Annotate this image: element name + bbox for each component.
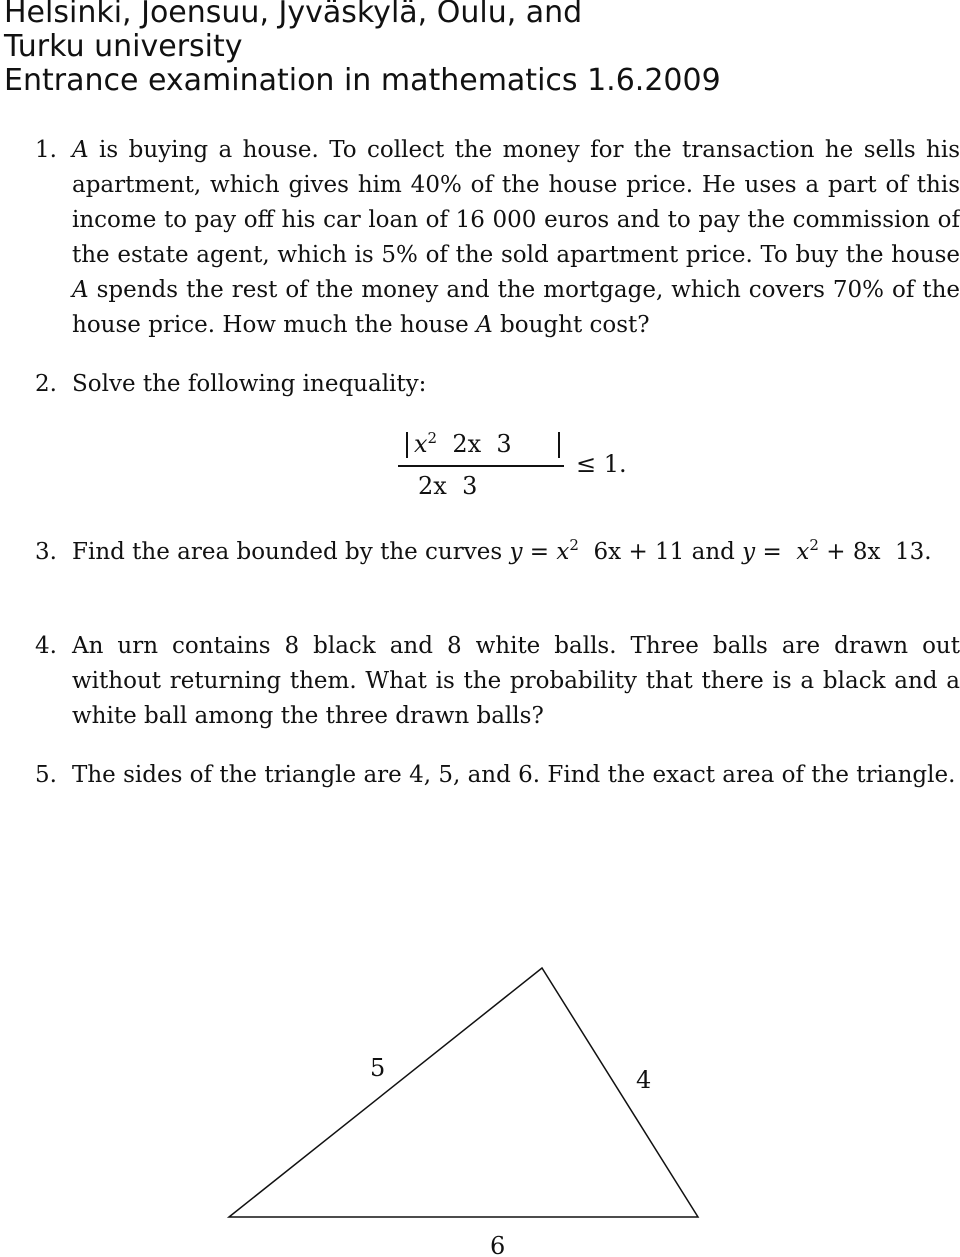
problem-number: 5. [35,762,57,788]
title-line-3: Entrance examination in mathematics 1.6.2009 [4,63,721,98]
problem-text: Find the area bounded by the curves [72,539,503,565]
side-label-6: 6 [490,1232,506,1257]
variable-a: A [72,277,89,303]
relation: ≤ 1. [576,450,627,478]
problem-3: 3. Find the area bounded by the curves $y = x^2$ 6x + 11 and $y = x^2 + 8x$ 13. [72,535,960,570]
variable-x: x [796,539,810,565]
variable-y: y [742,539,756,565]
variable-x: x [556,539,570,565]
problem-number: 1. [35,137,57,163]
problem-number: 4. [35,633,57,659]
variable-y: y [509,539,523,565]
title-line-1: Helsinki, Joensuu, Jyväskylä, Oulu, and [4,0,583,30]
numerator-expression: $x^2$ 2x 3 [414,429,512,458]
title-line-2: Turku university [4,29,243,64]
problem-number: 2. [35,371,57,397]
problem-text: An urn contains 8 black and 8 white balls. Three balls are drawn out without returning them. What is the probability that there is a black and a white ball among the three drawn balls? [72,633,960,729]
problem-text: Solve the following inequality: [72,371,427,397]
problem-text: The sides of the triangle are 4, 5, and 6. Find the exact area of the triangle. [72,762,956,788]
problem-text: spends the rest of the money and the mortgage, which covers 70% of the house price. How much the house [72,277,960,338]
triangle-shape [229,968,698,1217]
side-label-4: 4 [636,1066,652,1094]
problem-text: bought cost? [500,312,650,338]
problem-text: is buying a house. To collect the money for the transaction he sells his apartment, which gives him 40% of the house price. He uses a part of this income to pay off his car loan of 16 000 euros and to pay the commission of the estate agent, which is 5% of the sold apartment price. To buy the house [72,137,960,268]
side-label-5: 5 [370,1054,386,1082]
variable-a: A [476,312,493,338]
denominator-expression: 2x 3 [418,472,478,500]
problem-number: 3. [35,539,57,565]
variable-a: A [72,137,89,163]
